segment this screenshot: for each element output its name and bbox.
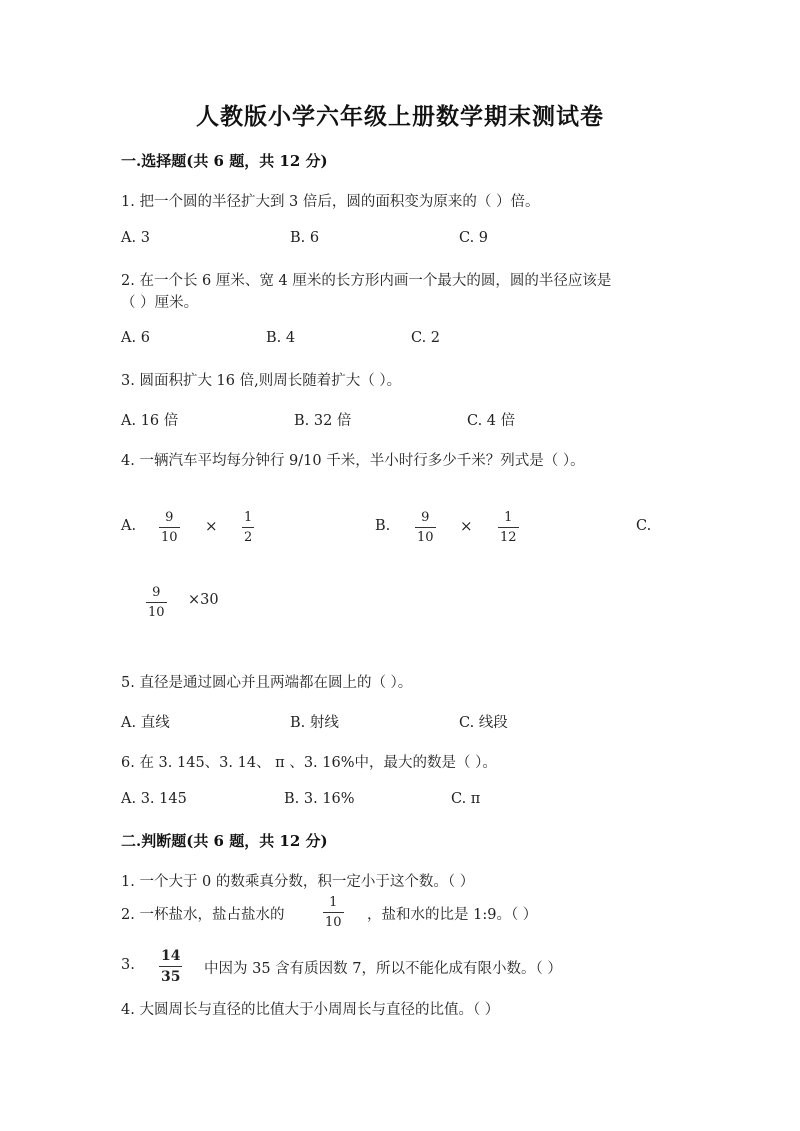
question-2-option-a: A. 6: [121, 330, 150, 346]
fraction-denominator: 2: [244, 530, 253, 545]
question-2-text-line1: 2. 在一个长 6 厘米、宽 4 厘米的长方形内画一个最大的圆，圆的半径应该是: [121, 273, 612, 289]
question-4-text: 4. 一辆汽车平均每分钟行 9/10 千米，半小时行多少千米？列式是（ ）。: [121, 453, 585, 469]
fraction-denominator: 35: [161, 969, 181, 985]
judgement-4-text: 4. 大圆周长与直径的比值大于小周周长与直径的比值。（ ）: [121, 1002, 500, 1018]
question-2-text-line2: （ ）厘米。: [121, 295, 199, 311]
question-4-option-a-fraction-2: [242, 511, 254, 544]
question-1-option-a: A. 3: [121, 230, 150, 246]
fraction-numerator: 9: [165, 510, 174, 525]
section-heading-judgement: 二.判断题(共 6 题，共 12 分): [121, 832, 328, 850]
question-4-option-b-fraction-1: [415, 511, 436, 544]
judgement-3-text-pre: 3.: [121, 957, 135, 973]
question-5-text: 5. 直径是通过圆心并且两端都在圆上的（ ）。: [121, 675, 413, 691]
section-heading-choice: 一.选择题(共 6 题，共 12 分): [121, 152, 328, 170]
question-3-text: 3. 圆面积扩大 16 倍,则周长随着扩大（ ）。: [121, 373, 402, 389]
question-4-option-a-label: A.: [121, 518, 137, 534]
fraction-denominator: 10: [148, 605, 165, 620]
judgement-1-text: 1. 一个大于 0 的数乘真分数，积一定小于这个数。（ ）: [121, 874, 475, 890]
question-6-option-a: A. 3. 145: [121, 791, 187, 807]
page-title: 人教版小学六年级上册数学期末测试卷: [196, 103, 604, 130]
question-5-option-a: A. 直线: [121, 715, 170, 731]
question-2-option-b: B. 4: [266, 330, 296, 346]
fraction-numerator: 1: [244, 510, 253, 525]
judgement-2-text-post: ，盐和水的比是 1:9。（ ）: [367, 907, 538, 923]
fraction-numerator: 9: [421, 510, 430, 525]
question-4-option-b-label: B.: [375, 518, 391, 534]
fraction-denominator: 10: [325, 915, 342, 930]
question-2-option-c: C. 2: [411, 330, 441, 346]
question-6-option-c: C. π: [451, 791, 481, 807]
question-4-option-c-label: C.: [636, 518, 652, 534]
question-3-option-b: B. 32 倍: [294, 413, 352, 429]
fraction-numerator: 14: [161, 948, 181, 964]
question-4-option-a-operator: ×: [205, 517, 218, 535]
question-1-text: 1. 把一个圆的半径扩大到 3 倍后，圆的面积变为原来的（ ）倍。: [121, 194, 540, 210]
judgement-3-text-post: 中因为 35 含有质因数 7，所以不能化成有限小数。（ ）: [204, 961, 562, 977]
question-3-option-c: C. 4 倍: [467, 413, 516, 429]
question-4-option-a-fraction-1: [159, 511, 180, 544]
question-6-option-b: B. 3. 16%: [284, 791, 355, 807]
fraction-numerator: 1: [504, 510, 513, 525]
question-1-option-b: B. 6: [290, 230, 320, 246]
question-5-option-b: B. 射线: [290, 715, 339, 731]
fraction-denominator: 10: [161, 530, 178, 545]
question-3-option-a: A. 16 倍: [121, 413, 179, 429]
fraction-numerator: 9: [152, 585, 161, 600]
judgement-2-fraction: [323, 896, 344, 929]
question-6-text: 6. 在 3. 145、3. 14、 π 、3. 16%中，最大的数是（ ）。: [121, 755, 497, 771]
judgement-3-fraction: [159, 949, 182, 984]
question-4-option-c-tail: ×30: [188, 592, 219, 608]
question-4-option-b-fraction-2: [498, 511, 519, 544]
question-5-option-c: C. 线段: [459, 715, 508, 731]
question-1-option-c: C. 9: [459, 230, 489, 246]
fraction-denominator: 12: [500, 530, 517, 545]
judgement-2-text-pre: 2. 一杯盐水，盐占盐水的: [121, 907, 285, 923]
question-4-option-c-fraction: [146, 586, 167, 619]
question-4-option-b-operator: ×: [460, 517, 473, 535]
fraction-numerator: 1: [329, 895, 338, 910]
fraction-denominator: 10: [417, 530, 434, 545]
